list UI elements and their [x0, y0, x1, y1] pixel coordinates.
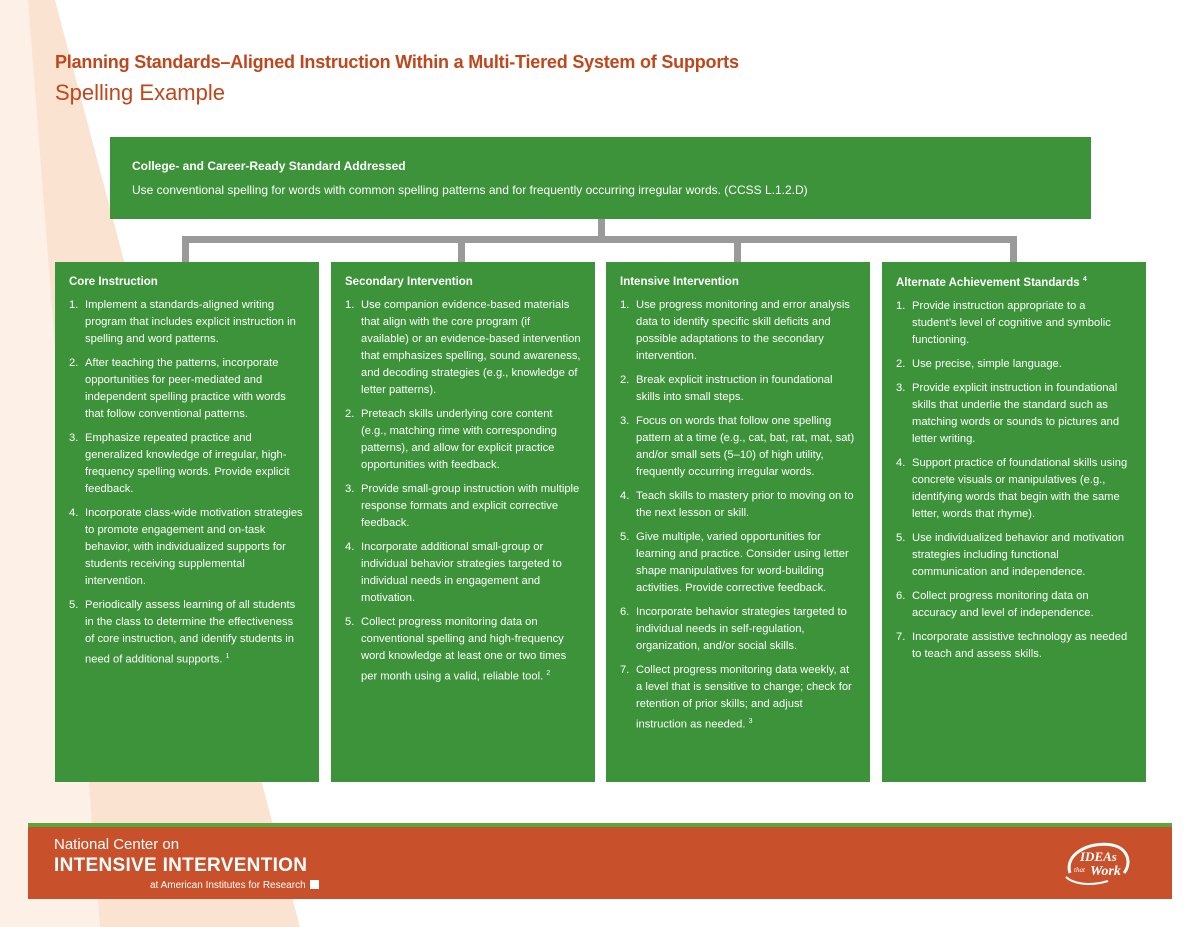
footnote-marker: 3: [748, 718, 753, 725]
list-item: 1. Provide instruction appropriate to a student’s level of cognitive and symbolic functioning.: [896, 299, 1111, 346]
footer-banner: [28, 827, 1172, 899]
list-item: 1. Use companion evidence-based materials that align with the core program (if available) or an evidence-based intervention that emphasizes spelling, sound awareness, and decoding strategies (e.g., knowledge of letter patterns).: [345, 299, 581, 396]
list-item: 5. Periodically assess learning of all students in the class to determine the effectiveness of core instruction, and identify students in need of additional supports. $^1$: [69, 599, 296, 666]
ideas-that-work-logo: [1058, 833, 1138, 889]
svg-text:IDEAs: IDEAs: [1080, 849, 1117, 864]
standard-box: [110, 137, 1091, 219]
list-item: 4. Incorporate class-wide motivation strategies to promote engagement and on-task behavior, with individualized supports for students receiving supplemental intervention.: [69, 507, 303, 587]
list-item: 4. Support practice of foundational skills using concrete visuals or manipulatives (e.g., identifying words that begin with the same letter, words that rhyme).: [896, 456, 1128, 520]
list-item: 4. Incorporate additional small-group or individual behavior strategies targeted to individual needs in engagement and motivation.: [345, 541, 562, 604]
list-item: 3. Provide small-group instruction with multiple response formats and explicit corrective feedback.: [345, 483, 580, 529]
list-item: 6. Collect progress monitoring data on accuracy and level of independence.: [896, 589, 1094, 619]
standard-heading: College- and Career-Ready Standard Addressed: [132, 159, 406, 173]
list-item: 2. Use precise, simple language.: [896, 357, 1062, 370]
column-title: Intensive Intervention: [620, 276, 739, 288]
column-title: Core Instruction: [69, 276, 158, 288]
list-item: 2. Preteach skills underlying core content (e.g., matching rime with corresponding patterns), and allow for explicit practice opportunities with feedback.: [345, 408, 557, 471]
list-item: 6. Incorporate behavior strategies targeted to individual needs in self-regulation, organization, and/or social skills.: [620, 606, 847, 652]
list-item: 1. Use progress monitoring and error analysis data to identify specific skill deficits and possible adaptations to the secondary intervention.: [620, 299, 850, 362]
list-item: 5. Give multiple, varied opportunities for learning and practice. Consider using letter shape manipulatives for word-building activities. Provide corrective feedback.: [620, 531, 849, 594]
column-title: Alternate Achievement Standards $^4$: [896, 276, 1087, 289]
square-icon: [310, 880, 319, 889]
list-item: 3. Provide explicit instruction in foundational skills that underlie the standard such as matching words or sounds to pictures and letter writing.: [896, 381, 1120, 445]
list-item: 3. Focus on words that follow one spelling pattern at a time (e.g., cat, bat, rat, mat, sat) and/or small sets (5–10) of high utility, frequently occurring irregular words.: [620, 415, 855, 478]
column-title: Secondary Intervention: [345, 276, 473, 288]
list-item: 4. Teach skills to mastery prior to moving on to the next lesson or skill.: [620, 490, 854, 519]
column-secondary-intervention: [331, 262, 595, 782]
list-item: 3. Emphasize repeated practice and generalized knowledge of irregular, high-frequency spelling words. Provide explicit feedback.: [69, 432, 290, 495]
page-title: Planning Standards–Aligned Instruction Within a Multi-Tiered System of Supports: [55, 52, 739, 72]
list-item: 5. Use individualized behavior and motivation strategies including functional communication and independence.: [896, 531, 1125, 578]
svg-text:that: that: [1074, 866, 1085, 874]
footnote-marker: 1: [225, 653, 230, 660]
list-item: 1. Implement a standards-aligned writing program that includes explicit instruction in spelling and word patterns.: [69, 299, 296, 345]
org-name-line1: National Center on: [54, 836, 180, 853]
page-subtitle: Spelling Example: [55, 80, 225, 105]
org-affiliation: at American Institutes for Research: [150, 880, 319, 891]
list-item: 7. Incorporate assistive technology as needed to teach and assess skills.: [896, 630, 1128, 660]
list-item: 5. Collect progress monitoring data on conventional spelling and high-frequency word knowledge at least one or two times per month using a valid, reliable tool. $^2$: [345, 616, 567, 683]
column-alternate-achievement-standards: [882, 262, 1146, 782]
list-item: 7. Collect progress monitoring data weekly, at a level that is sensitive to change; check for retention of prior skills; and adjust instruction as needed. $^3$: [620, 664, 852, 731]
standard-text: Use conventional spelling for words with common spelling patterns and for frequently occurring irregular words. (CCSS L.1.2.D): [132, 183, 808, 197]
list-item: 2. After teaching the patterns, incorporate opportunities for peer-mediated and independent spelling practice with words that follow conventional patterns.: [69, 357, 286, 420]
column-intensive-intervention: [606, 262, 870, 782]
org-name-line2: INTENSIVE INTERVENTION: [54, 855, 308, 876]
footnote-marker: 4: [1082, 276, 1087, 283]
column-core-instruction: [55, 262, 319, 782]
svg-text:Work: Work: [1090, 864, 1121, 879]
list-item: 2. Break explicit instruction in foundational skills into small steps.: [620, 374, 833, 403]
footnote-marker: 2: [546, 670, 551, 677]
